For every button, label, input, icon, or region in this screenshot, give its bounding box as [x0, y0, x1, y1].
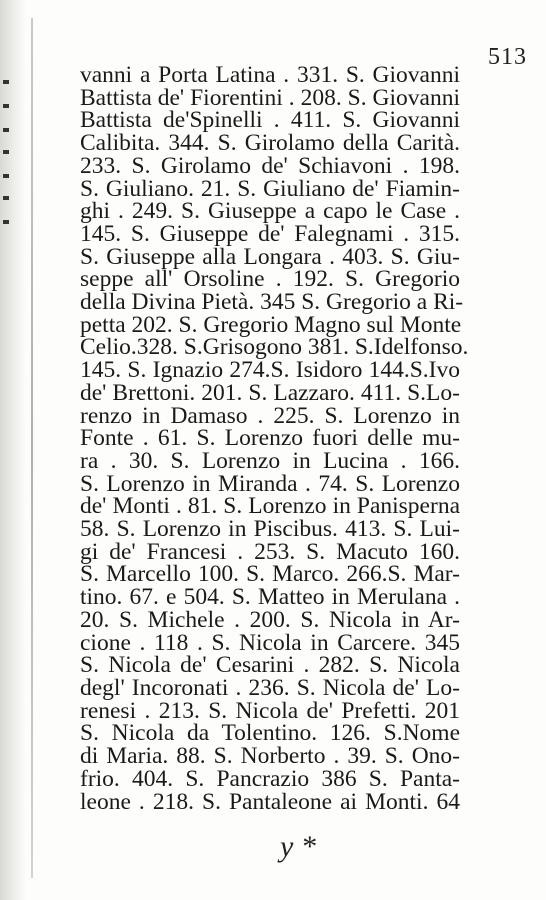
bleed-through-mark: [3, 80, 9, 84]
text-line: de' Brettoni. 201. S. Lazzaro. 411. S.Lo-: [80, 379, 460, 406]
text-line: Calibita. 344. S. Girolamo della Carità.: [80, 130, 460, 157]
text-line: S. Lorenzo in Miranda . 74. S. Lorenzo: [80, 470, 460, 497]
text-line: della Divina Pietà. 345 S. Gregorio a Ri-: [80, 289, 464, 316]
text-line: renesi . 213. S. Nicola de' Prefetti. 201: [80, 697, 460, 724]
text-line: cione . 118 . S. Nicola in Carcere. 345: [80, 629, 460, 656]
page-number: 513: [488, 44, 527, 70]
text-line: vanni a Porta Latina . 331. S. Giovanni: [80, 62, 460, 88]
text-line: 233. S. Girolamo de' Schiavoni . 198.: [80, 152, 460, 179]
text-line: ra . 30. S. Lorenzo in Lucina . 166.: [80, 447, 460, 474]
text-line: S. Giuseppe alla Longara . 403. S. Giu-: [80, 243, 460, 270]
gutter-fold-line: [31, 18, 33, 878]
text-line: degl' Incoronati . 236. S. Nicola de' Lo-: [80, 674, 460, 701]
text-line: seppe all' Orsoline . 192. S. Gregorio: [80, 266, 460, 293]
bleed-through-mark: [3, 104, 9, 108]
text-line: renzo in Damaso . 225. S. Lorenzo in: [80, 402, 460, 429]
text-line: Fonte . 61. S. Lorenzo fuori delle mu-: [80, 425, 460, 452]
text-line: gi de' Francesi . 253. S. Macuto 160.: [80, 538, 460, 565]
text-line: S. Marcello 100. S. Marco. 266.S. Mar-: [80, 561, 460, 588]
bleed-through-mark: [3, 128, 9, 132]
text-line: frio. 404. S. Pancrazio 386 S. Panta-: [80, 765, 460, 792]
bleed-through-mark: [3, 220, 9, 224]
text-line: 20. S. Michele . 200. S. Nicola in Ar-: [80, 606, 460, 633]
text-line: Battista de' Fiorentini . 208. S. Giovanni: [80, 84, 460, 111]
bleed-through-mark: [3, 196, 9, 200]
binding-gutter: [0, 0, 26, 900]
text-line: S. Nicola de' Cesarini . 282. S. Nicola: [80, 652, 460, 679]
text-line: leone . 218. S. Pantaleone ai Monti. 64: [80, 788, 460, 815]
text-line: tino. 67. e 504. S. Matteo in Merulana .: [80, 584, 460, 611]
text-line: petta 202. S. Gregorio Magno sul Monte: [80, 311, 462, 338]
text-line: di Maria. 88. S. Norberto . 39. S. Ono-: [80, 743, 460, 770]
bleed-through-mark: [3, 150, 9, 154]
text-line: 145. S. Ignazio 274.S. Isidoro 144.S.Ivo: [80, 357, 460, 384]
text-line: 58. S. Lorenzo in Piscibus. 413. S. Lui-: [80, 516, 460, 543]
text-line: S. Nicola da Tolentino. 126. S.Nome: [80, 720, 460, 747]
text-line: ghi . 249. S. Giuseppe a capo le Case .: [80, 198, 460, 225]
text-line: Battista de'Spinelli . 411. S. Giovanni: [80, 107, 460, 134]
index-text-block: [80, 62, 469, 815]
text-line: 145. S. Giuseppe de' Falegnami . 315.: [80, 220, 460, 247]
text-line: de' Monti . 81. S. Lorenzo in Panisperna: [80, 493, 460, 520]
text-line: Celio.328. S.Grisogono 381. S.Idelfonso.: [80, 334, 469, 361]
signature-mark: y *: [280, 830, 316, 863]
text-line: S. Giuliano. 21. S. Giuliano de' Fiamin-: [80, 175, 460, 202]
bleed-through-mark: [3, 174, 9, 178]
